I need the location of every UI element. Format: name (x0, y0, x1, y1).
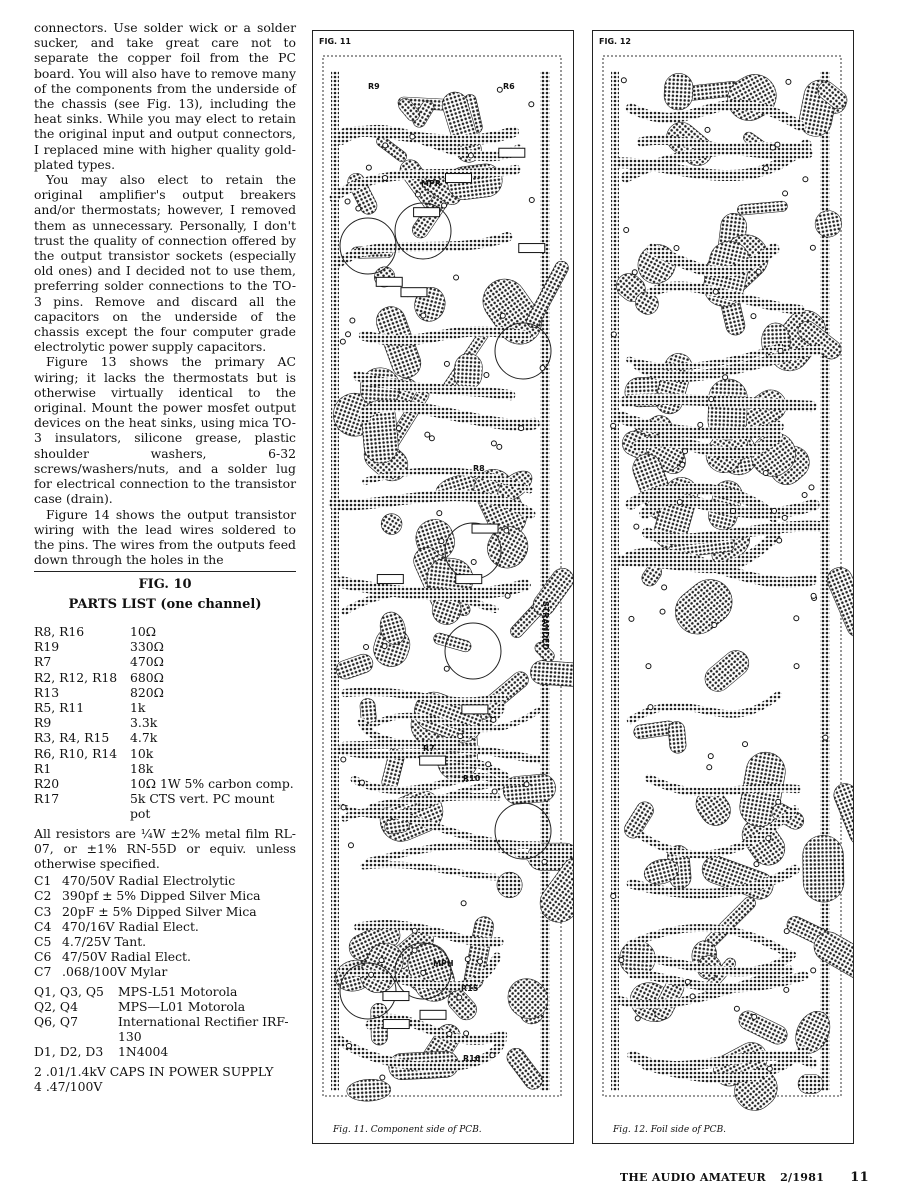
part-value: 680Ω (130, 669, 164, 685)
via-hole (348, 843, 353, 848)
part-row (34, 715, 296, 730)
part-value: 1k (130, 700, 146, 716)
via-hole (767, 1066, 772, 1071)
part-designator: C7 (34, 964, 52, 980)
copper-pad (720, 67, 784, 128)
part-row (34, 761, 296, 776)
resistor-note: All resistors are ¼W ±2% metal film RL-07, or ±1% RN-55D or equiv. unless otherwise specified. (34, 825, 296, 872)
via-hole (624, 228, 629, 233)
via-hole (648, 705, 653, 710)
part-row (34, 949, 296, 964)
via-hole (811, 968, 816, 973)
via-hole (707, 765, 712, 770)
part-designator: Q6, Q7 (34, 1014, 78, 1030)
copper-pad (668, 721, 687, 754)
resistor-outline (377, 575, 403, 584)
via-hole (629, 616, 634, 621)
via-hole (341, 757, 346, 762)
part-value: 4.7/25V Tant. (62, 934, 147, 950)
via-hole (444, 666, 449, 671)
copper-pad (663, 73, 693, 111)
part-row (34, 919, 296, 934)
via-hole (734, 1006, 739, 1011)
copper-pad (497, 872, 522, 898)
via-hole (491, 441, 496, 446)
fig10-title: FIG. 10 (138, 577, 192, 592)
via-hole (382, 644, 387, 649)
via-hole (621, 78, 626, 83)
part-designator: R3, R4, R15 (34, 730, 110, 746)
via-hole (754, 862, 759, 867)
via-hole (484, 372, 489, 377)
part-value: 470Ω (130, 654, 164, 670)
copper-pad (703, 894, 758, 949)
via-hole (777, 538, 782, 543)
part-row (34, 654, 296, 669)
via-hole (763, 166, 768, 171)
diode-list (34, 1044, 296, 1059)
capacitor-list (34, 873, 296, 979)
part-designator: C1 (34, 873, 52, 889)
part-row (34, 730, 296, 745)
part-row (34, 873, 296, 888)
component-label: R15 (461, 984, 479, 993)
section-divider (34, 571, 296, 572)
via-hole (786, 79, 791, 84)
resistor-outline (420, 1010, 446, 1019)
via-hole (690, 994, 695, 999)
via-hole (505, 593, 510, 598)
paragraph-2: You may also elect to retain the original amplifier's output breakers and/or thermostats; however, I removed them as unnecessary. Personally, I don't trust the quality of connection offered by the output transistor sockets (especially old ones) and I decided not to use them, preferring solder connections to the TO-3 pins. Remove and discard all the capacitors on the underside of the chassis except the four computer grade electrolytic power supply capacitors. (34, 172, 296, 355)
via-hole (752, 1014, 757, 1019)
magazine-name: THE AUDIO AMATEUR (619, 1171, 766, 1184)
part-row (34, 700, 296, 715)
via-hole (421, 970, 426, 975)
via-hole (340, 339, 345, 344)
extra-line: 2 .01/1.4kV CAPS IN POWER SUPPLY (34, 1063, 274, 1079)
fig11-label: FIG. 11 (319, 37, 351, 46)
via-hole (756, 269, 761, 274)
copper-pad (377, 510, 406, 539)
via-hole (811, 593, 816, 598)
parts-list (34, 624, 296, 1094)
via-hole (778, 348, 783, 353)
via-hole (429, 436, 434, 441)
via-hole (782, 515, 787, 520)
copper-trace (338, 237, 508, 264)
copper-pad (737, 201, 788, 216)
part-row (34, 1014, 296, 1044)
via-hole (784, 929, 789, 934)
part-row (34, 904, 296, 919)
via-hole (468, 153, 473, 158)
extra-parts (34, 1064, 296, 1094)
via-hole (421, 313, 426, 318)
via-hole (350, 318, 355, 323)
via-hole (772, 508, 777, 513)
via-hole (457, 995, 462, 1000)
via-hole (464, 1031, 469, 1036)
part-row (34, 984, 296, 999)
copper-trace (631, 105, 801, 127)
via-hole (784, 987, 789, 992)
part-designator: R5, R11 (34, 700, 85, 716)
via-hole (776, 799, 781, 804)
part-row (34, 964, 296, 979)
via-hole (730, 508, 735, 513)
via-hole (410, 134, 415, 139)
part-value: 390pf ± 5% Dipped Silver Mica (62, 888, 261, 904)
fig11-panel (312, 30, 574, 1144)
resistor-outline (376, 277, 402, 286)
part-value: 3.3k (130, 715, 158, 731)
via-hole (383, 176, 388, 181)
copper-pad (736, 1008, 791, 1048)
via-hole (345, 199, 350, 204)
via-hole (504, 528, 509, 533)
via-hole (763, 471, 768, 476)
via-hole (794, 616, 799, 621)
part-value: 4.7k (130, 730, 158, 746)
part-designator: D1, D2, D3 (34, 1044, 104, 1060)
part-row (34, 1044, 296, 1059)
part-row (34, 888, 296, 903)
part-row (34, 685, 296, 700)
copper-pad (700, 645, 754, 696)
fig11-pcb-drawing (313, 31, 573, 1143)
part-row (34, 670, 296, 685)
via-hole (713, 289, 718, 294)
part-value: 10Ω 1W 5% carbon comp. (130, 776, 294, 792)
resistor-outline (499, 148, 525, 157)
resistor-outline (420, 756, 446, 765)
via-hole (415, 192, 420, 197)
via-hole (356, 206, 361, 211)
via-hole (674, 246, 679, 251)
part-designator: C5 (34, 934, 52, 950)
via-hole (611, 894, 616, 899)
part-row (34, 639, 296, 654)
part-value: 47/50V Radial Elect. (62, 949, 191, 965)
component-label: R10 (463, 774, 481, 783)
part-value: 10k (130, 745, 154, 761)
copper-pad (432, 632, 472, 653)
part-designator: C3 (34, 903, 52, 919)
resistor-outline (401, 288, 427, 297)
fig12-pcb-drawing (593, 31, 853, 1143)
component-label: R16 (463, 1054, 481, 1063)
part-row (34, 791, 296, 821)
via-hole (461, 901, 466, 906)
via-hole (442, 203, 447, 208)
via-hole (635, 1016, 640, 1021)
resistor-list (34, 624, 296, 822)
via-hole (341, 805, 346, 810)
via-hole (794, 664, 799, 669)
fig10-subtitle: PARTS LIST (one channel) (68, 597, 262, 612)
via-hole (632, 270, 637, 275)
via-hole (646, 664, 651, 669)
via-hole (366, 165, 371, 170)
part-value: 470/50V Radial Electrolytic (62, 873, 236, 889)
via-hole (803, 177, 808, 182)
via-hole (680, 462, 685, 467)
via-hole (425, 432, 430, 437)
via-hole (809, 485, 814, 490)
part-designator: R17 (34, 791, 60, 807)
part-value: 10Ω (130, 624, 157, 639)
resistor-outline (456, 575, 482, 584)
via-hole (802, 493, 807, 498)
resistor-outline (462, 705, 488, 714)
copper-pad (334, 652, 376, 682)
part-designator: R6, R10, R14 (34, 745, 118, 761)
part-designator: C6 (34, 949, 52, 965)
via-hole (492, 789, 497, 794)
transistor-list (34, 984, 296, 1045)
part-row (34, 624, 296, 639)
via-hole (471, 560, 476, 565)
part-designator: C4 (34, 918, 52, 934)
part-value: MPS-L51 Motorola (118, 983, 238, 999)
via-hole (524, 782, 529, 787)
via-hole (743, 742, 748, 747)
via-hole (685, 979, 690, 984)
component-outline (445, 623, 501, 679)
via-hole (359, 780, 364, 785)
via-hole (447, 1031, 452, 1036)
part-row (34, 934, 296, 949)
copper-trace (363, 865, 495, 877)
via-hole (775, 142, 780, 147)
part-value: 1N4004 (118, 1044, 169, 1060)
via-hole (396, 426, 401, 431)
via-hole (705, 127, 710, 132)
via-hole (465, 957, 470, 962)
component-label: R9 (368, 82, 380, 91)
copper-pad (346, 1078, 391, 1102)
via-hole (458, 734, 463, 739)
part-value: 5k CTS vert. PC mount pot (130, 791, 275, 822)
via-hole (766, 836, 771, 841)
via-hole (683, 449, 688, 454)
copper-pad (802, 835, 844, 902)
via-hole (770, 145, 775, 150)
fig11-caption: Fig. 11. Component side of PCB. (333, 1125, 482, 1135)
component-label: R7 (423, 744, 435, 753)
via-hole (529, 102, 534, 107)
via-hole (698, 422, 703, 427)
via-hole (542, 859, 547, 864)
resistor-outline (472, 524, 498, 533)
article-column (34, 20, 296, 567)
part-row (34, 999, 296, 1014)
part-value: 470/16V Radial Elect. (62, 918, 199, 934)
fig12-caption: Fig. 12. Foil side of PCB. (613, 1125, 727, 1135)
part-value: International Rectifier IRF-130 (118, 1014, 289, 1045)
part-designator: Q2, Q4 (34, 998, 78, 1014)
via-hole (723, 375, 728, 380)
fig12-label: FIG. 12 (599, 37, 631, 46)
via-hole (708, 754, 713, 759)
via-hole (412, 948, 417, 953)
copper-trace (369, 846, 536, 862)
resistor-outline (519, 244, 545, 253)
via-hole (369, 972, 374, 977)
part-designator: R2, R12, R18 (34, 669, 118, 685)
via-hole (634, 524, 639, 529)
via-hole (486, 762, 491, 767)
via-hole (712, 623, 717, 628)
component-label: MPR (421, 179, 441, 188)
part-value: 18k (130, 760, 154, 776)
part-designator: R1 (34, 760, 52, 776)
copper-pad (666, 571, 741, 644)
via-hole (490, 1053, 495, 1058)
via-hole (380, 1075, 385, 1080)
via-hole (497, 444, 502, 449)
via-hole (709, 397, 714, 402)
part-value: 820Ω (130, 684, 164, 700)
extra-line: 4 .47/100V (34, 1078, 103, 1094)
via-hole (810, 245, 815, 250)
copper-pad (454, 353, 484, 390)
via-hole (379, 958, 384, 963)
part-designator: R13 (34, 684, 60, 700)
component-label: MPH (433, 959, 454, 968)
part-row (34, 776, 296, 791)
via-hole (662, 585, 667, 590)
resistor-outline (446, 174, 472, 183)
issue-date: 2/1981 (780, 1171, 825, 1184)
part-value: MPS—L01 Motorola (118, 998, 246, 1014)
copper-pad (798, 1074, 823, 1093)
article-body (34, 20, 296, 567)
resistor-outline (383, 992, 409, 1001)
part-value: .068/100V Mylar (62, 964, 168, 980)
via-hole (444, 361, 449, 366)
paragraph-3: Figure 13 shows the primary AC wiring; it lacks the thermostats but is otherwise virtually identical to the original. Mount the power mosfet output devices on the heat sinks, using mica TO-3 insulators, silicone grease, plastic shoulder washers, 6-32 screws/washers/nuts, and a solder lug for electrical connection to the transistor case (drain). (34, 354, 296, 507)
copper-pad (530, 660, 573, 688)
part-value: 20pF ± 5% Dipped Silver Mica (62, 903, 257, 919)
part-designator: R9 (34, 715, 52, 731)
via-hole (611, 332, 616, 337)
via-hole (823, 735, 828, 740)
part-designator: R8, R16 (34, 624, 85, 639)
via-hole (478, 959, 483, 964)
via-hole (619, 958, 624, 963)
copper-pad (813, 209, 844, 240)
via-hole (660, 609, 665, 614)
via-hole (751, 314, 756, 319)
copper-pad (503, 1045, 546, 1093)
part-designator: R20 (34, 776, 60, 792)
part-designator: R7 (34, 654, 52, 670)
paragraph-4: Figure 14 shows the output transistor wiring with the lead wires soldered to the pins. The wires from the outputs feed down through the holes in the (34, 506, 296, 568)
via-hole (677, 500, 682, 505)
via-hole (439, 539, 444, 544)
via-hole (364, 644, 369, 649)
part-designator: Q1, Q3, Q5 (34, 983, 104, 999)
via-hole (519, 426, 524, 431)
copper-pad (502, 773, 557, 805)
component-label: STRANDED (541, 601, 550, 651)
part-row (34, 746, 296, 761)
part-value: 330Ω (130, 639, 164, 655)
page-footer (620, 1170, 869, 1185)
via-hole (529, 197, 534, 202)
component-label: R6 (503, 82, 515, 91)
via-hole (500, 313, 505, 318)
resistor-outline (414, 208, 440, 217)
paragraph-1: connectors. Use solder wick or a solder sucker, and take great care not to separate the copper foil from the PC board. You will also have to remove many of the components from the underside of the chassis (see Fig. 13), including the heat sinks. While you may elect to retain the original input and output connectors, I replaced mine with higher quality gold-plated types. (34, 20, 296, 172)
via-hole (454, 275, 459, 280)
via-hole (783, 191, 788, 196)
page-number: 11 (850, 1170, 869, 1185)
via-hole (346, 1043, 351, 1048)
via-hole (437, 511, 442, 516)
resistor-outline (383, 1020, 409, 1029)
part-designator: R19 (34, 639, 60, 655)
via-hole (611, 423, 616, 428)
via-hole (412, 928, 417, 933)
via-hole (497, 87, 502, 92)
part-designator: C2 (34, 888, 52, 904)
component-label: R8 (473, 464, 485, 473)
fig12-panel (592, 30, 854, 1144)
via-hole (383, 143, 388, 148)
via-hole (346, 332, 351, 337)
via-hole (491, 717, 496, 722)
